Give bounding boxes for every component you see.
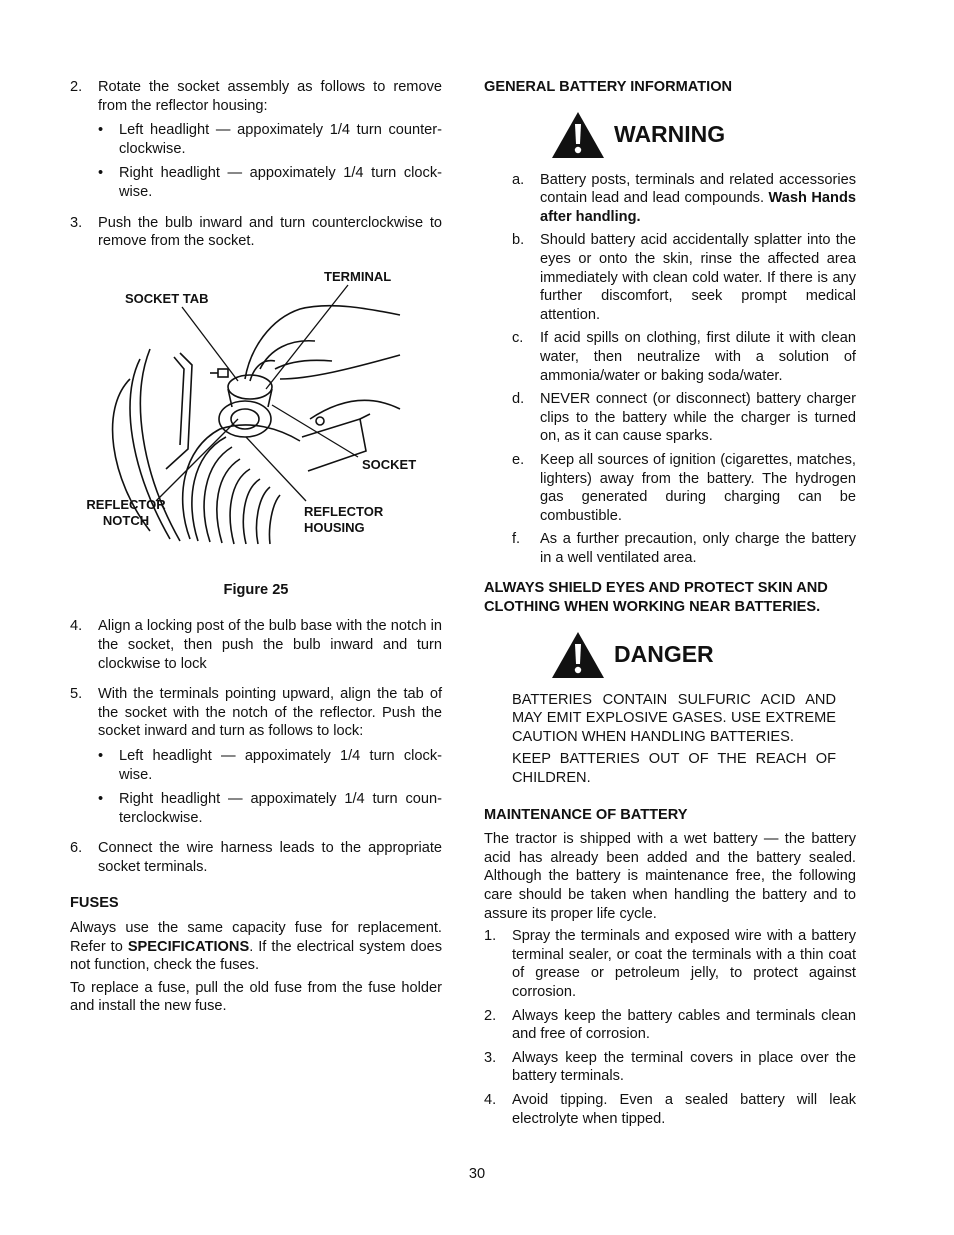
warning-item bbox=[512, 451, 856, 525]
maintenance-item bbox=[484, 1091, 856, 1128]
warning-list bbox=[484, 171, 856, 568]
step-4 bbox=[70, 617, 442, 673]
danger-word: DANGER bbox=[614, 641, 714, 668]
step-2 bbox=[70, 78, 442, 202]
step-number: 3. bbox=[70, 214, 83, 231]
fuses-heading: FUSES bbox=[70, 895, 119, 912]
item-letter: c. bbox=[512, 330, 524, 347]
danger-paragraph-2: KEEP BATTERIES OUT OF THE REACH OF CHILDREN. bbox=[512, 751, 836, 787]
item-letter: e. bbox=[512, 451, 525, 468]
maintenance-list bbox=[484, 927, 856, 1128]
step-text: Push the bulb inward and turn counterclockwise to remove from the socket. bbox=[98, 214, 442, 250]
label-reflector-notch: REFLECTOR NOTCH bbox=[86, 496, 166, 528]
label-reflector-housing: REFLECTOR HOUSING bbox=[304, 503, 384, 535]
fuses-paragraph-1: Always use the same capacity fuse for replacement. Refer to SPECIFICATIONS. If the electrical system does not function, check the fuses. bbox=[70, 920, 442, 974]
battery-info-heading: GENERAL BATTERY INFORMATION bbox=[484, 79, 733, 95]
item-number: 1. bbox=[484, 928, 497, 945]
item-letter: f. bbox=[512, 531, 521, 548]
danger-triangle-icon bbox=[550, 630, 606, 680]
danger-paragraph-1: BATTERIES CONTAIN SULFURIC ACID AND MAY EMIT EXPLOSIVE GASES. USE EXTREME CAUTION WHEN HANDLING BATTERIES. bbox=[512, 691, 836, 745]
item-text: Should battery acid accidentally splatter into the eyes or onto the skin, rinse the affected area immediately with clean cold water. If there is any further discomfort, seek prompt medical attention. bbox=[540, 232, 856, 323]
step-text: Align a locking post of the bulb base with the notch in the socket, then push the bulb inward and turn clockwise to lock bbox=[98, 618, 442, 672]
warning-item bbox=[512, 530, 856, 567]
step-number: 5. bbox=[70, 686, 83, 703]
label-socket: SOCKET bbox=[362, 456, 417, 472]
maintenance-heading: MAINTENANCE OF BATTERY bbox=[484, 806, 688, 823]
item-text: If acid spills on clothing, first dilute it with clean water, then neutralize with a solution of ammonia/water or baking soda/water. bbox=[540, 330, 856, 384]
bullet-dot: • bbox=[98, 791, 104, 808]
bullet-item: • Right headlight — appoximately 1/4 turn coun-terclockwise. bbox=[98, 791, 442, 826]
item-text: Battery posts, terminals and related accessories contain lead and lead compounds. bbox=[540, 171, 856, 207]
step-3 bbox=[70, 214, 442, 251]
item-text: Spray the terminals and exposed wire with a battery terminal sealer, or coat the terminals with a thin coat of grease or petroleum jelly, to protect against corrosion. bbox=[512, 928, 856, 1000]
warning-word: WARNING bbox=[614, 121, 726, 148]
right-column bbox=[484, 78, 856, 1133]
step-text: With the terminals pointing upward, align the tab of the socket with the notch of the reflector. Push the socket inward and turn as follows to lock: bbox=[98, 686, 442, 740]
item-letter: a. bbox=[512, 171, 525, 188]
warning-banner bbox=[550, 105, 856, 165]
maintenance-item bbox=[484, 927, 856, 1001]
label-socket-tab: SOCKET TAB bbox=[125, 290, 209, 306]
bullet-item: • Right headlight — appoximately 1/4 turn clock-wise. bbox=[98, 165, 442, 200]
item-letter: b. bbox=[512, 232, 525, 249]
maintenance-paragraph: The tractor is shipped with a wet battery — the battery acid has already been added and the battery sealed. Although the battery is maintenance free, the following care should be taken when handling the battery and to assure its proper life cycle. bbox=[484, 831, 856, 922]
item-text: Keep all sources of ignition (cigarettes, matches, lighters) away from the battery. The hydrogen gas generated during charging can be combustible. bbox=[540, 451, 856, 524]
step-5 bbox=[70, 685, 442, 827]
page-number: 30 bbox=[468, 1166, 486, 1182]
bullet-item: • Left headlight — appoximately 1/4 turn counter-clockwise. bbox=[98, 122, 442, 157]
item-text: As a further precaution, only charge the battery in a well ventilated area. bbox=[540, 531, 856, 566]
item-number: 2. bbox=[484, 1007, 497, 1024]
label-terminal: TERMINAL bbox=[324, 268, 392, 284]
item-number: 4. bbox=[484, 1091, 497, 1108]
item-number: 3. bbox=[484, 1049, 497, 1066]
warning-triangle-icon bbox=[550, 110, 606, 160]
step-text: Connect the wire harness leads to the appropriate socket terminals. bbox=[98, 840, 442, 875]
figure-caption: Figure 25 bbox=[223, 581, 289, 598]
warning-item bbox=[512, 390, 856, 446]
danger-banner bbox=[550, 625, 856, 685]
item-text: Always keep the battery cables and terminals clean and free of corrosion. bbox=[512, 1007, 856, 1043]
warning-item bbox=[512, 231, 856, 324]
step-number: 2. bbox=[70, 79, 83, 95]
item-letter: d. bbox=[512, 391, 525, 408]
bullet-dot: • bbox=[98, 122, 104, 139]
item-text: Always keep the terminal covers in place over the battery terminals. bbox=[512, 1049, 856, 1085]
maintenance-item bbox=[484, 1007, 856, 1044]
warning-item bbox=[512, 329, 856, 385]
bullet-dot: • bbox=[98, 747, 104, 764]
shield-heading: ALWAYS SHIELD EYES AND PROTECT SKIN AND CLOTHING WHEN WORKING NEAR BATTERIES. bbox=[484, 580, 828, 616]
item-text: NEVER connect (or disconnect) battery charger clips to the battery while the charger is turned on, as it can cause sparks. bbox=[540, 391, 856, 445]
item-bold-text: Wash Hands after handling. bbox=[540, 190, 856, 225]
bullet-item: • Left headlight — appoximately 1/4 turn clock-wise. bbox=[98, 747, 442, 783]
step-text: Rotate the socket assembly as follows to remove from the reflector housing: bbox=[98, 79, 442, 114]
step-number: 4. bbox=[70, 618, 83, 635]
bullet-dot: • bbox=[98, 165, 104, 182]
step-number: 6. bbox=[70, 840, 83, 857]
left-column bbox=[70, 78, 442, 1020]
warning-item bbox=[512, 171, 856, 227]
item-text: Avoid tipping. Even a sealed battery will leak electrolyte when tipped. bbox=[512, 1091, 856, 1127]
figure-25-illustration bbox=[70, 269, 442, 569]
step-6 bbox=[70, 839, 442, 876]
fuses-paragraph-2: To replace a fuse, pull the old fuse from the fuse holder and install the new fuse. bbox=[70, 979, 442, 1015]
maintenance-item bbox=[484, 1049, 856, 1086]
